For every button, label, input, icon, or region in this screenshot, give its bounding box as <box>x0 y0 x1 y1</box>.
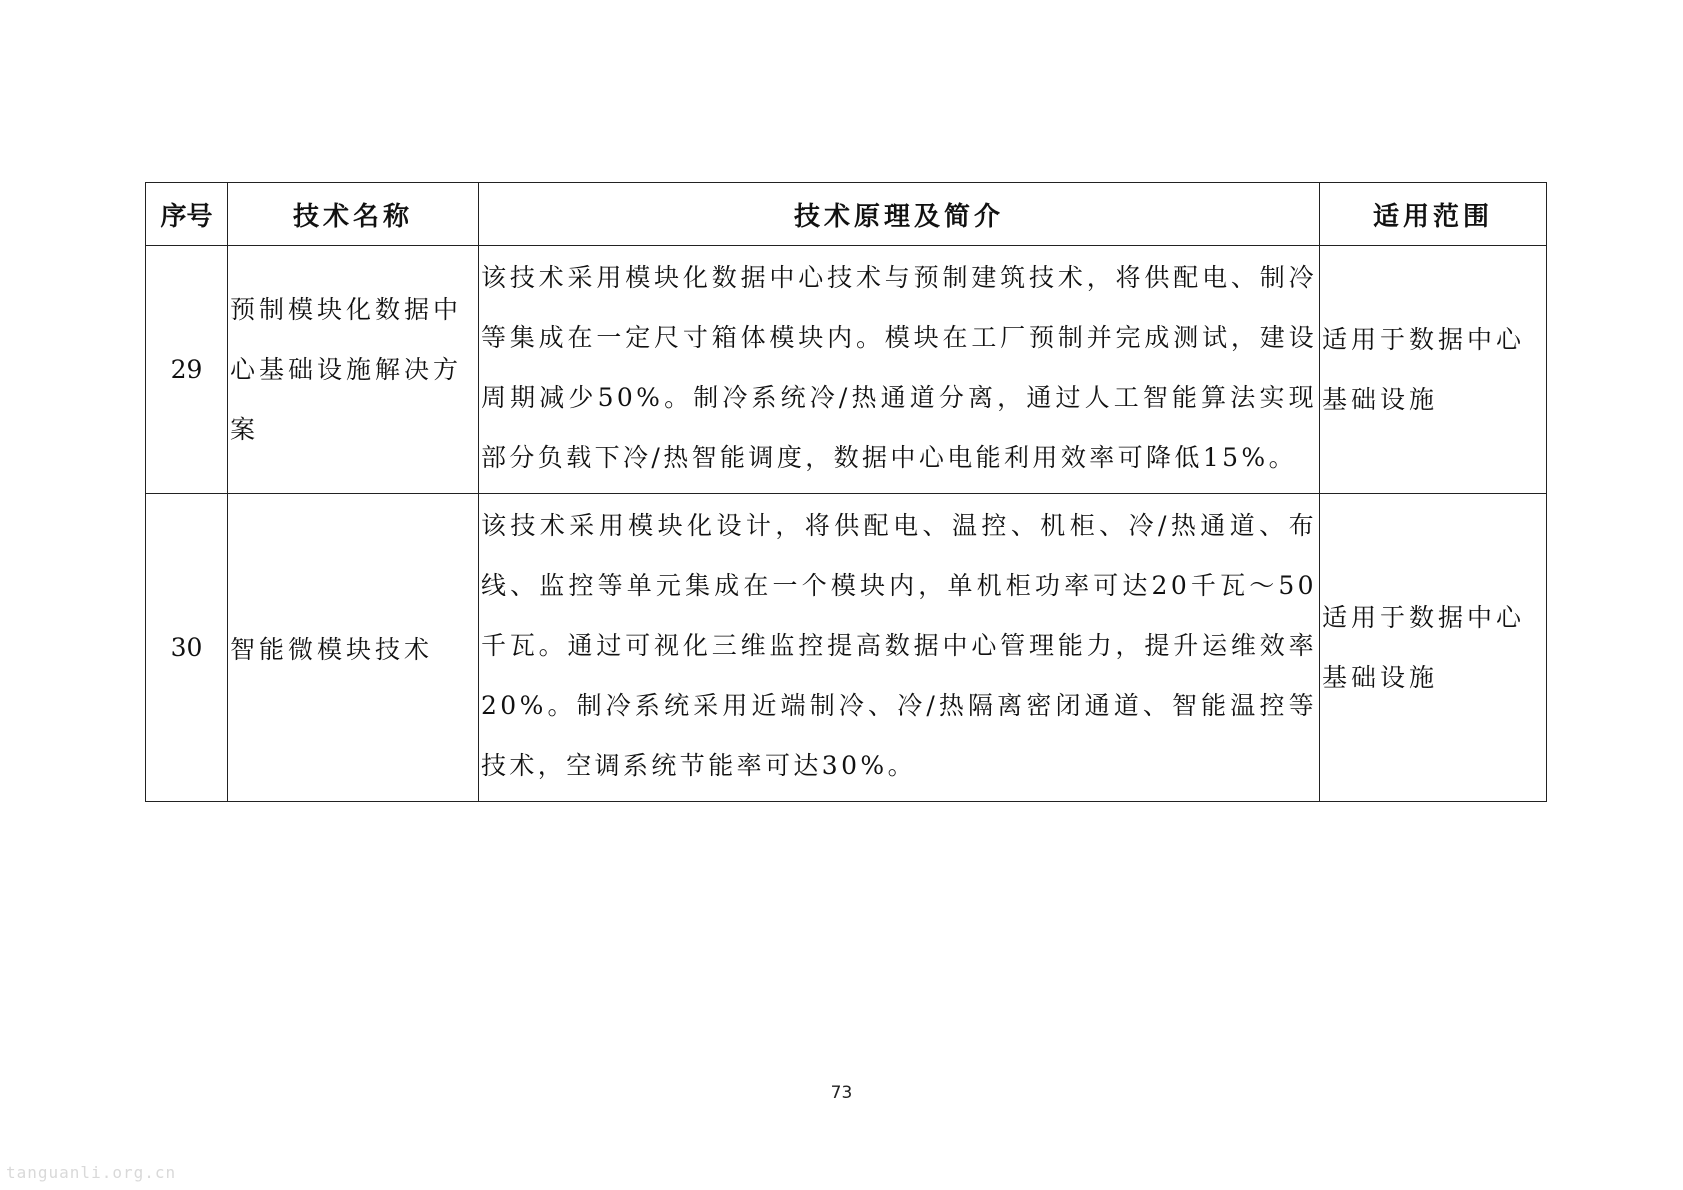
row-tech-desc: 该技术采用模块化数据中心技术与预制建筑技术，将供配电、制冷等集成在一定尺寸箱体模块内。模块在工厂预制并完成测试，建设周期减少50%。制冷系统冷/热通道分离，通过人工智能算法实现部分负载下冷/热智能调度，数据中心电能利用效率可降低15%。 <box>479 246 1320 494</box>
row-scope: 适用于数据中心基础设施 <box>1320 246 1547 494</box>
technology-table <box>145 182 1547 802</box>
table-row <box>146 246 1547 494</box>
row-tech-name: 预制模块化数据中心基础设施解决方案 <box>228 246 479 494</box>
row-seq: 30 <box>146 494 228 802</box>
row-scope: 适用于数据中心基础设施 <box>1320 494 1547 802</box>
table-header-row <box>146 183 1547 246</box>
watermark: tanguanli.org.cn <box>6 1163 177 1182</box>
header-desc: 技术原理及简介 <box>479 183 1320 246</box>
row-tech-name: 智能微模块技术 <box>228 494 479 802</box>
table-row <box>146 494 1547 802</box>
header-name: 技术名称 <box>228 183 479 246</box>
row-tech-desc: 该技术采用模块化设计，将供配电、温控、机柜、冷/热通道、布线、监控等单元集成在一个模块内，单机柜功率可达20千瓦～50千瓦。通过可视化三维监控提高数据中心管理能力，提升运维效率20%。制冷系统采用近端制冷、冷/热隔离密闭通道、智能温控等技术，空调系统节能率可达30%。 <box>479 494 1320 802</box>
header-scope: 适用范围 <box>1320 183 1547 246</box>
page-number: 73 <box>830 1083 853 1103</box>
row-seq: 29 <box>146 246 228 494</box>
header-seq: 序号 <box>146 183 228 246</box>
